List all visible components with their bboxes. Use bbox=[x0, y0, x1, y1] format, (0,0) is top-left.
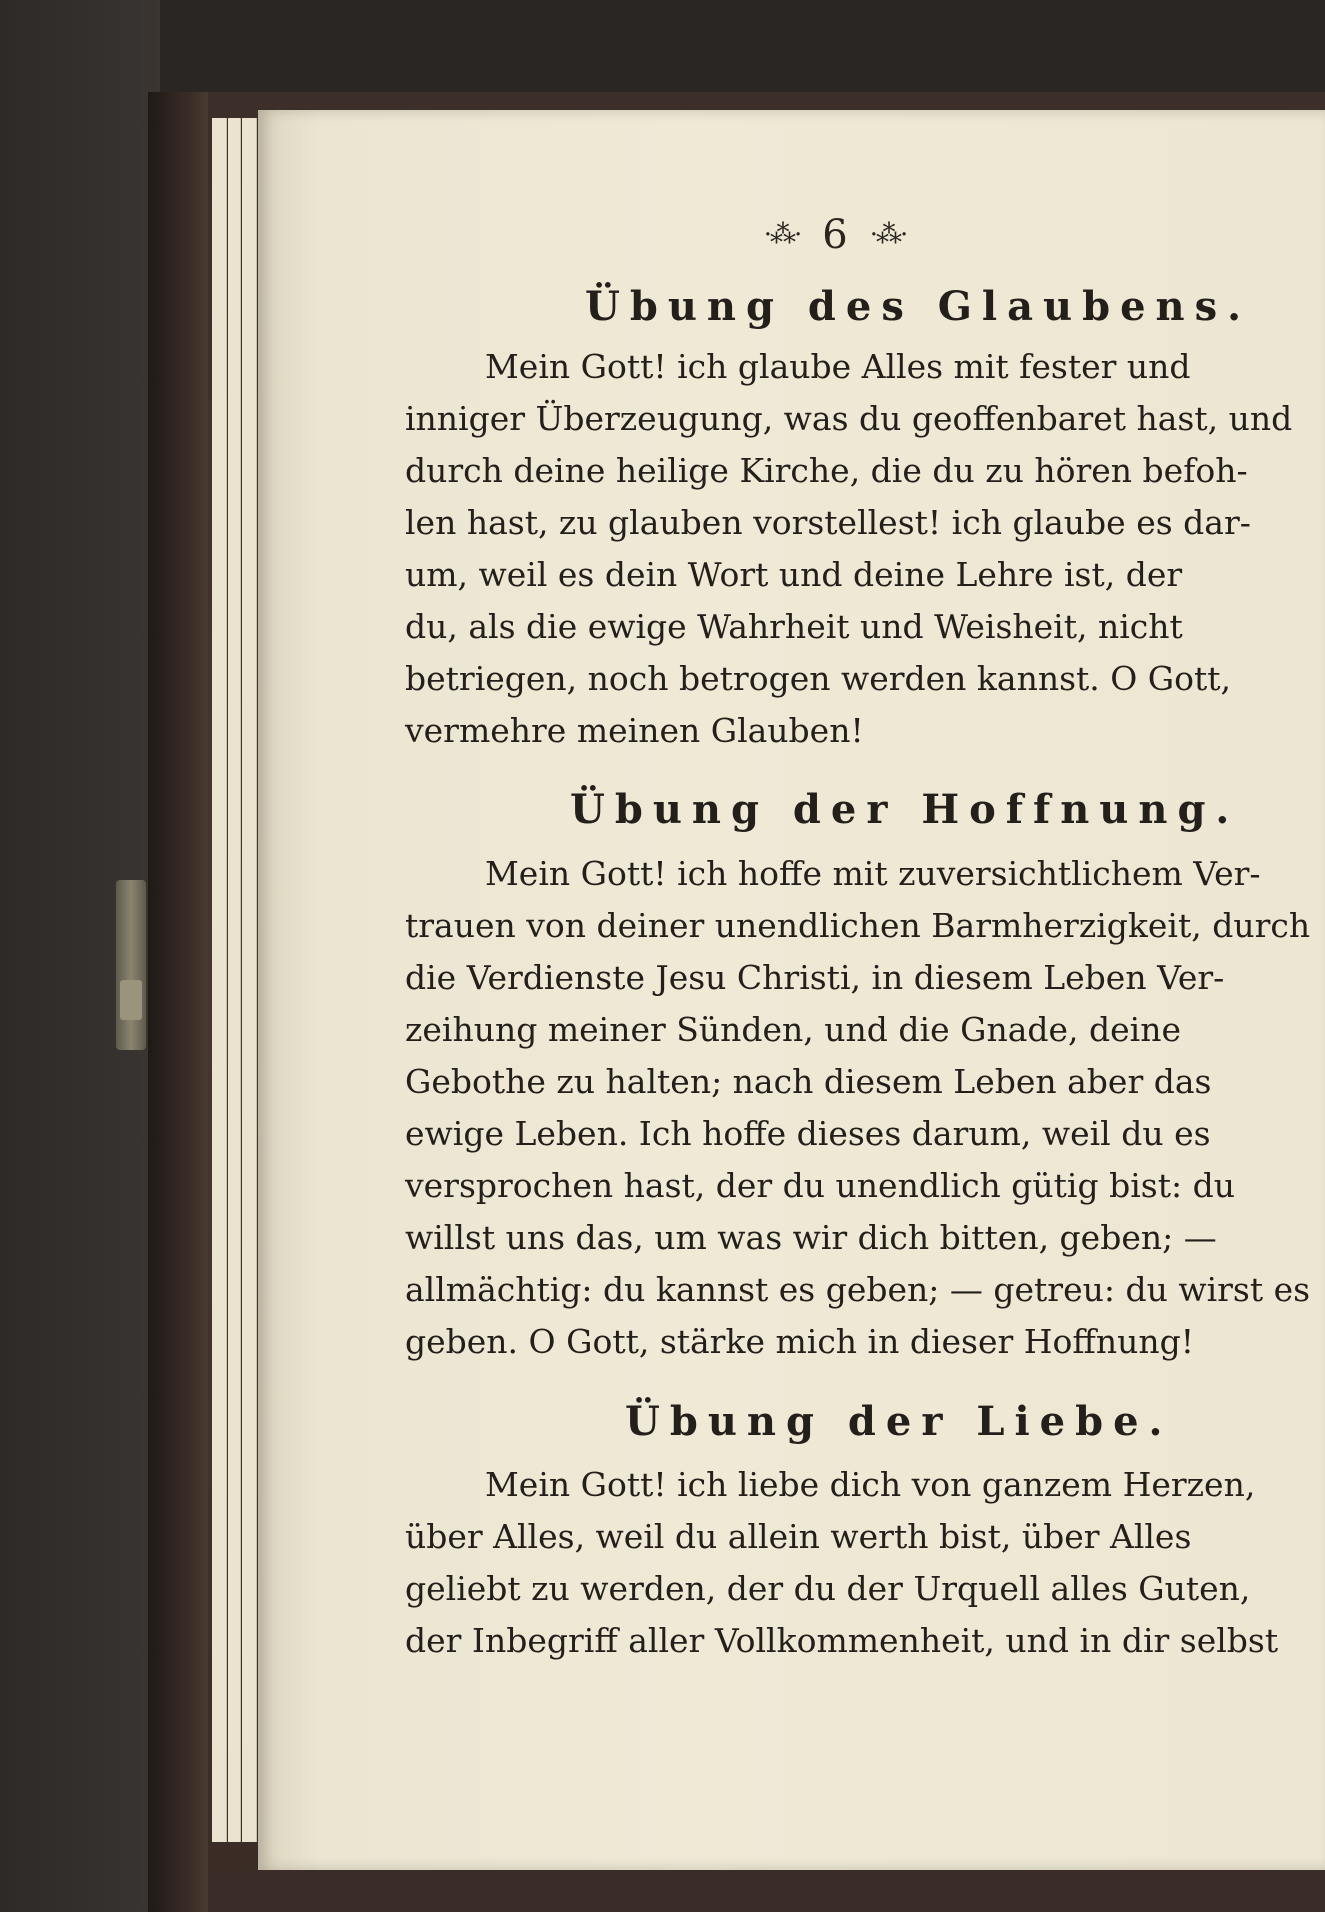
section-heading-liebe: Übung der Liebe. bbox=[625, 1398, 1173, 1445]
ornament-left: ·⁂· bbox=[763, 220, 801, 250]
text-line: ewige Leben. Ich hoffe dieses darum, weil du es bbox=[405, 1114, 1211, 1153]
text-line: Mein Gott! ich liebe dich von ganzem Herzen, bbox=[485, 1465, 1256, 1504]
page-edge bbox=[242, 118, 257, 1842]
text-line: inniger Überzeugung, was du geoffenbaret hast, und bbox=[405, 399, 1293, 438]
text-line: über Alles, weil du allein werth bist, über Alles bbox=[405, 1517, 1192, 1556]
page-edge bbox=[228, 118, 241, 1842]
section-heading-glaube: Übung des Glaubens. bbox=[585, 283, 1252, 330]
text-line: betriegen, noch betrogen werden kannst. O Gott, bbox=[405, 659, 1232, 698]
text-line: trauen von deiner unendlichen Barmherzigkeit, durch bbox=[405, 906, 1311, 945]
text-line: durch deine heilige Kirche, die du zu hören befoh- bbox=[405, 451, 1248, 490]
book-clasp bbox=[116, 880, 146, 1050]
text-line: Gebothe zu halten; nach diesem Leben aber das bbox=[405, 1062, 1212, 1101]
text-line: zeihung meiner Sünden, und die Gnade, deine bbox=[405, 1010, 1181, 1049]
section-heading-hoffnung: Übung der Hoffnung. bbox=[570, 786, 1240, 833]
text-line: der Inbegriff aller Vollkommenheit, und in dir selbst bbox=[405, 1621, 1279, 1660]
ornament-right: ·⁂· bbox=[869, 220, 907, 250]
clasp-knob bbox=[120, 980, 142, 1020]
text-line: vermehre meinen Glauben! bbox=[405, 711, 864, 750]
text-line: Mein Gott! ich hoffe mit zuversichtlichem Ver- bbox=[485, 854, 1261, 893]
text-line: die Verdienste Jesu Christi, in diesem Leben Ver- bbox=[405, 958, 1225, 997]
page-header bbox=[715, 210, 955, 260]
text-line: um, weil es dein Wort und deine Lehre ist, der bbox=[405, 555, 1183, 594]
text-line: willst uns das, um was wir dich bitten, geben; — bbox=[405, 1218, 1217, 1257]
text-line: allmächtig: du kannst es geben; — getreu: du wirst es bbox=[405, 1270, 1311, 1309]
book-spine bbox=[148, 92, 208, 1912]
page-number: 6 bbox=[822, 212, 848, 258]
text-line: geben. O Gott, stärke mich in dieser Hoffnung! bbox=[405, 1322, 1195, 1361]
text-line: du, als die ewige Wahrheit und Weisheit, nicht bbox=[405, 607, 1183, 646]
text-line: geliebt zu werden, der du der Urquell alles Guten, bbox=[405, 1569, 1251, 1608]
page-edge bbox=[212, 118, 227, 1842]
text-line: Mein Gott! ich glaube Alles mit fester und bbox=[485, 347, 1191, 386]
text-line: versprochen hast, der du unendlich gütig bist: du bbox=[405, 1166, 1235, 1205]
text-line: len hast, zu glauben vorstellest! ich glaube es dar- bbox=[405, 503, 1251, 542]
